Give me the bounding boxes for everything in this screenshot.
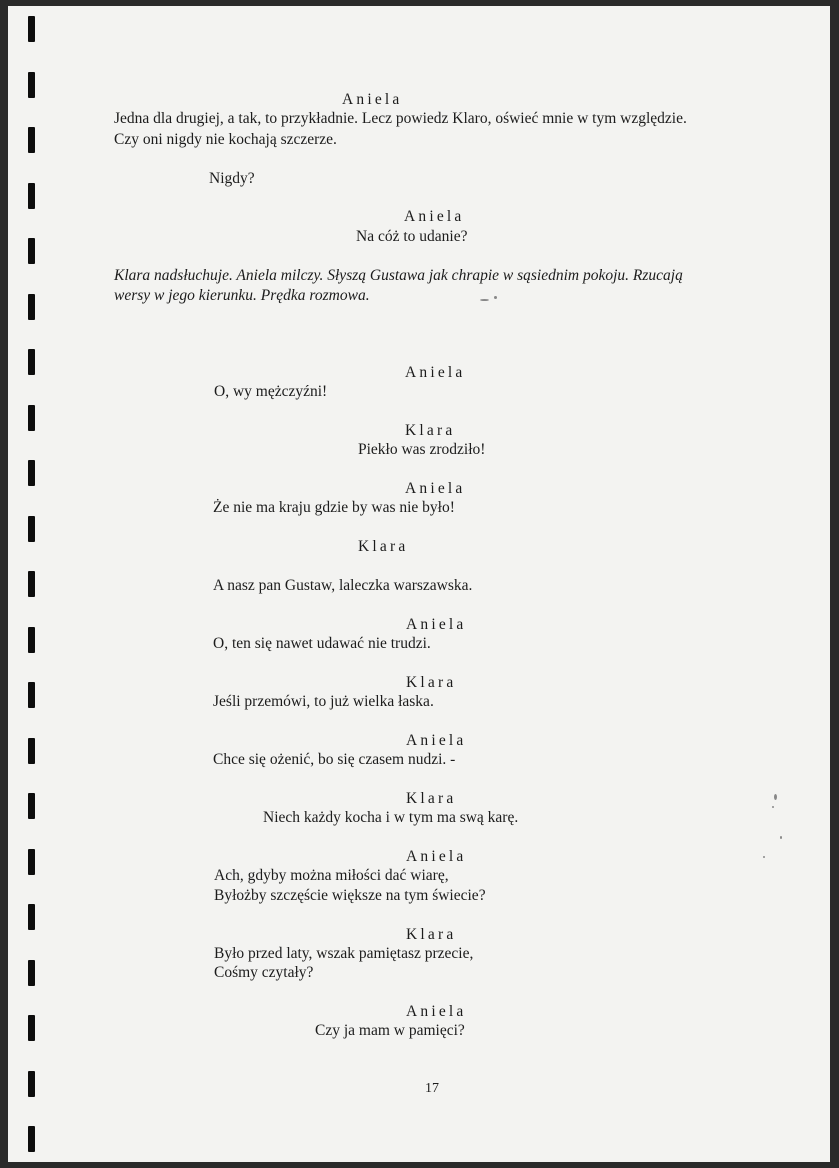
- speaker-name: Aniela: [406, 848, 467, 865]
- binding-hole: [28, 183, 35, 209]
- binding-hole: [28, 238, 35, 264]
- scan-speck: [780, 836, 782, 839]
- dialogue-line: O, wy mężczyźni!: [214, 383, 328, 400]
- speaker-name: Klara: [358, 538, 409, 555]
- binding-hole: [28, 1126, 35, 1152]
- binding-hole: [28, 460, 35, 486]
- dialogue-line: Ach, gdyby można miłości dać wiarę,: [214, 867, 449, 884]
- dialogue-line: Nigdy?: [209, 170, 255, 187]
- dialogue-line: O, ten się nawet udawać nie trudzi.: [213, 635, 431, 652]
- binding-hole: [28, 738, 35, 764]
- binding-hole: [28, 682, 35, 708]
- binding-hole: [28, 405, 35, 431]
- dialogue-line: Chce się ożenić, bo się czasem nudzi. -: [213, 751, 456, 768]
- stage-direction-line: wersy w jego kierunku. Prędka rozmowa.: [114, 287, 370, 304]
- binding-hole: [28, 349, 35, 375]
- binding-hole: [28, 960, 35, 986]
- scan-speck: [772, 806, 774, 808]
- dialogue-line: Na cóż to udanie?: [356, 228, 468, 245]
- speaker-name: Klara: [406, 674, 457, 691]
- binding-hole: [28, 571, 35, 597]
- page-number: 17: [425, 1081, 439, 1096]
- speaker-name: Aniela: [405, 364, 466, 381]
- dialogue-line: Niech każdy kocha i w tym ma swą karę.: [263, 809, 519, 826]
- speaker-name: Aniela: [405, 480, 466, 497]
- dialogue-line: Czy ja mam w pamięci?: [315, 1022, 465, 1039]
- binding-hole: [28, 1015, 35, 1041]
- speaker-name: Aniela: [342, 91, 403, 108]
- scan-speck: [774, 794, 777, 800]
- dialogue-line: Cośmy czytały?: [214, 964, 314, 981]
- speaker-name: Aniela: [406, 732, 467, 749]
- dialogue-line: A nasz pan Gustaw, laleczka warszawska.: [213, 577, 473, 594]
- scan-speck: [494, 296, 497, 299]
- binding-hole: [28, 627, 35, 653]
- binding-hole: [28, 294, 35, 320]
- binding-hole: [28, 16, 35, 42]
- speaker-name: Aniela: [406, 616, 467, 633]
- binding-hole: [28, 127, 35, 153]
- binding-hole: [28, 849, 35, 875]
- dialogue-line: Jeśli przemówi, to już wielka łaska.: [213, 693, 434, 710]
- speaker-name: Klara: [406, 790, 457, 807]
- speaker-name: Aniela: [406, 1003, 467, 1020]
- dialogue-line: Było przed laty, wszak pamiętasz przecie,: [214, 945, 474, 962]
- dialogue-line: Jedna dla drugiej, a tak, to przykładnie. Lecz powiedz Klaro, oświeć mnie w tym względzie.: [114, 110, 687, 127]
- dialogue-line: Byłożby szczęście większe na tym świecie?: [214, 887, 486, 904]
- document-sheet: [8, 6, 830, 1162]
- speaker-name: Klara: [406, 926, 457, 943]
- stage-direction-line: Klara nadsłuchuje. Aniela milczy. Słyszą Gustawa jak chrapie w sąsiednim pokoju. Rzucają: [114, 267, 683, 284]
- scan-speck: [763, 856, 765, 858]
- dialogue-line: Że nie ma kraju gdzie by was nie było!: [213, 499, 455, 516]
- binding-hole: [28, 516, 35, 542]
- speaker-name: Klara: [405, 422, 456, 439]
- speaker-name: Aniela: [404, 208, 465, 225]
- dialogue-line: Czy oni nigdy nie kochają szczerze.: [114, 131, 337, 148]
- binding-hole: [28, 793, 35, 819]
- dialogue-line: Piekło was zrodziło!: [358, 441, 486, 458]
- scan-speck: [480, 299, 489, 301]
- binding-hole: [28, 1071, 35, 1097]
- binding-hole: [28, 904, 35, 930]
- binding-hole: [28, 72, 35, 98]
